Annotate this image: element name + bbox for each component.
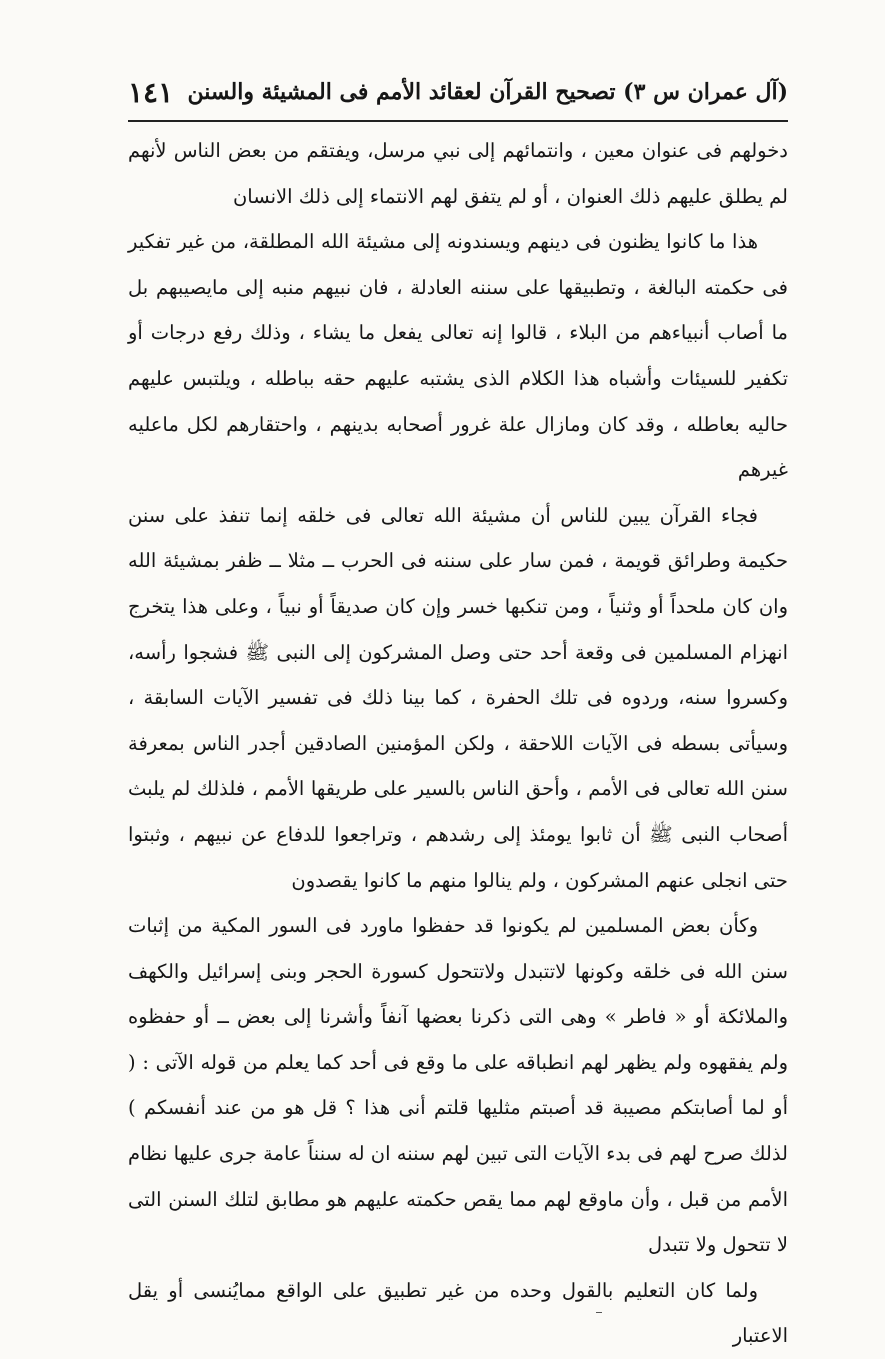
- paragraph: دخولهم فى عنوان معين ، وانتمائهم إلى نبي مرسل، ويفتقم من بعض الناس لأنهم لم يطلق عليهم ذلك العنوان ، أو لم يتفق لهم الانتماء إلى ذلك الانسان: [128, 139, 788, 208]
- paragraph: فجاء القرآن يبين للناس أن مشيئة الله تعالى فى خلقه إنما تنفذ على سنن حكيمة وطرائق قويمة ، فمن سار على سننه فى الحرب ــ مثلا ــ ظفر بمشيئة الله وان كان ملحداً أو وثنياً ، ومن تنكبها خسر وإن كان صديقاً أو نبياً ، وعلى هذا يتخرج انهزام المسلمين فى وقعة أحد حتى وصل المشركون إلى النبى ﷺ فشجوا رأسه، وكسروا سنه، وردوه فى تلك الحفرة ، كما بينا ذلك فى تفسير الآيات السابقة ، وسيأتى بسطه فى الآيات اللاحقة ، ولكن المؤمنين الصادقين أجدر الناس بمعرفة سنن الله تعالى فى الأمم ، وأحق الناس بالسير على طريقها الأمم ، فلذلك لم يلبث أصحاب النبى ﷺ أن ثابوا يومئذ إلى رشدهم ، وتراجعوا للدفاع عن نبيهم ، وثبتوا حتى انجلى عنهم المشركون ، ولم ينالوا منهم ما كانوا يقصدون: [128, 503, 788, 892]
- header-title: (آل عمران س ٣) تصحيح القرآن لعقائد الأمم فى المشيئة والسنن: [187, 79, 788, 105]
- paragraph: وكأن بعض المسلمين لم يكونوا قد حفظوا ماورد فى السور المكية من إثبات سنن الله فى خلقه وكونها لاتتبدل ولاتتحول كسورة الحجر وبنى إسرائيل والكهف والملائكة أو « فاطر » وهى التى ذكرنا بعضها آنفاً وأشرنا إلى بعض ــ أو حفظوه ولم يفقهوه ولم يظهر لهم انطباقه على ما وقع فى أحد كما يعلم من قوله الآتى : ( أو لما أصابتكم مصيبة قد أصبتم مثليها قلتم أنى هذا ؟ قل هو من عند أنفسكم ) لذلك صرح لهم فى بدء الآيات التى تبين لهم سننه ان له سنناً عامة جرى عليها نظام الأمم من قبل ، وأن ماوقع لهم مما يقص حكمته عليهم هو مطابق لتلك السنن التى لا تتحول ولا تتبدل: [128, 914, 788, 1257]
- page-number: ١٤١: [128, 75, 174, 109]
- running-header: [128, 64, 788, 122]
- paragraph: هذا ما كانوا يظنون فى دينهم ويسندونه إلى مشيئة الله المطلقة، من غير تفكير فى حكمته البالغة ، وتطبيقها على سننه العادلة ، فان نبيهم منبه إلى مايصيبهم بل ما أصاب أنبياءهم من البلاء ، قالوا إنه تعالى يفعل ما يشاء ، وذلك رفع درجات أو تكفير للسيئات وأشباه هذا الكلام الذى يشتبه عليهم حقه بباطله ، ويلتبس عليهم حاليه بعاطله ، وقد كان ومازال علة غرور أصحابه بدينهم ، واحتقارهم لكل ماعليه غيرهم: [128, 230, 788, 482]
- body-text: [128, 128, 788, 1348]
- printer-mark: [596, 1306, 602, 1313]
- paragraph: ولما كان التعليم بالقول وحده من غير تطبيق على الواقع ممايُنسى أو يقل الاعتبار: [128, 1278, 788, 1348]
